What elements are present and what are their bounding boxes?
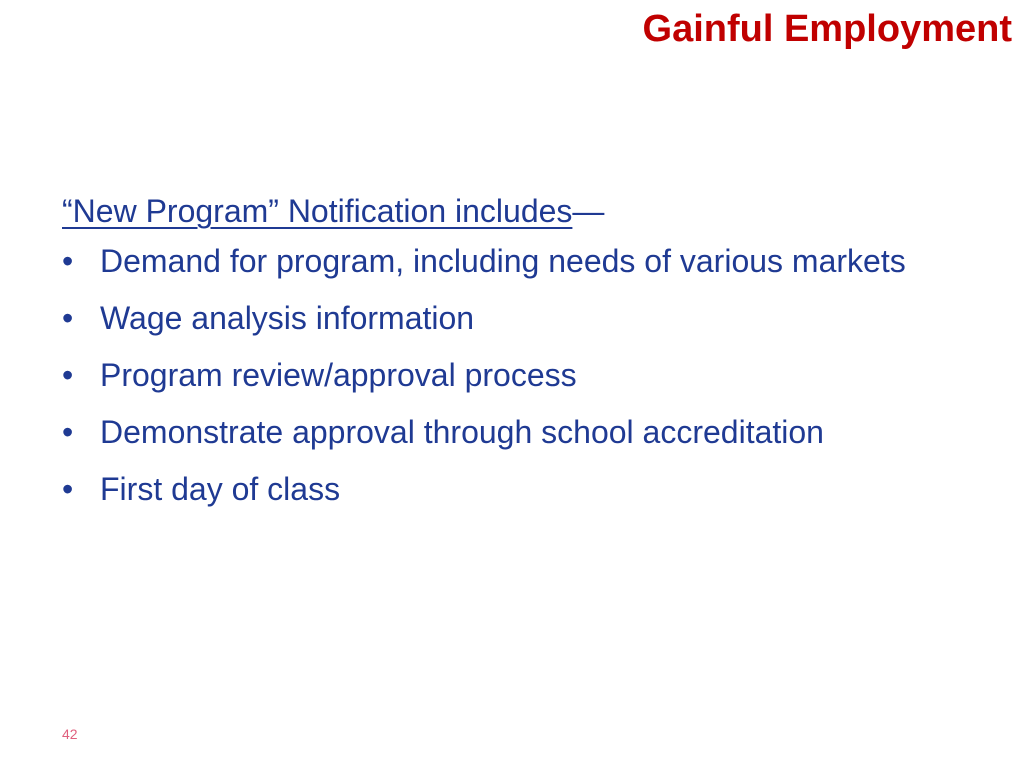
bullet-item [62, 411, 972, 453]
bullet-item [62, 354, 972, 396]
bullet-text: First day of class [100, 471, 341, 507]
slide-content [62, 188, 972, 525]
page-number: 42 [62, 726, 78, 742]
intro-line [62, 188, 972, 234]
bullet-item [62, 240, 972, 282]
bullet-dot-icon: • [62, 414, 74, 450]
bullet-dot-icon: • [62, 243, 74, 279]
bullet-item [62, 297, 972, 339]
bullet-list [62, 240, 972, 510]
bullet-dot-icon: • [62, 471, 74, 507]
bullet-text: Demand for program, including needs of various markets [100, 243, 906, 279]
intro-heading: “New Program” Notification includes [62, 193, 573, 229]
bullet-text: Demonstrate approval through school accreditation [100, 414, 824, 450]
bullet-item [62, 468, 972, 510]
bullet-dot-icon: • [62, 357, 74, 393]
bullet-text: Wage analysis information [100, 300, 475, 336]
slide-title: Gainful Employment [642, 8, 1012, 50]
intro-dash: — [572, 193, 605, 229]
bullet-text: Program review/approval process [100, 357, 577, 393]
bullet-dot-icon: • [62, 300, 74, 336]
